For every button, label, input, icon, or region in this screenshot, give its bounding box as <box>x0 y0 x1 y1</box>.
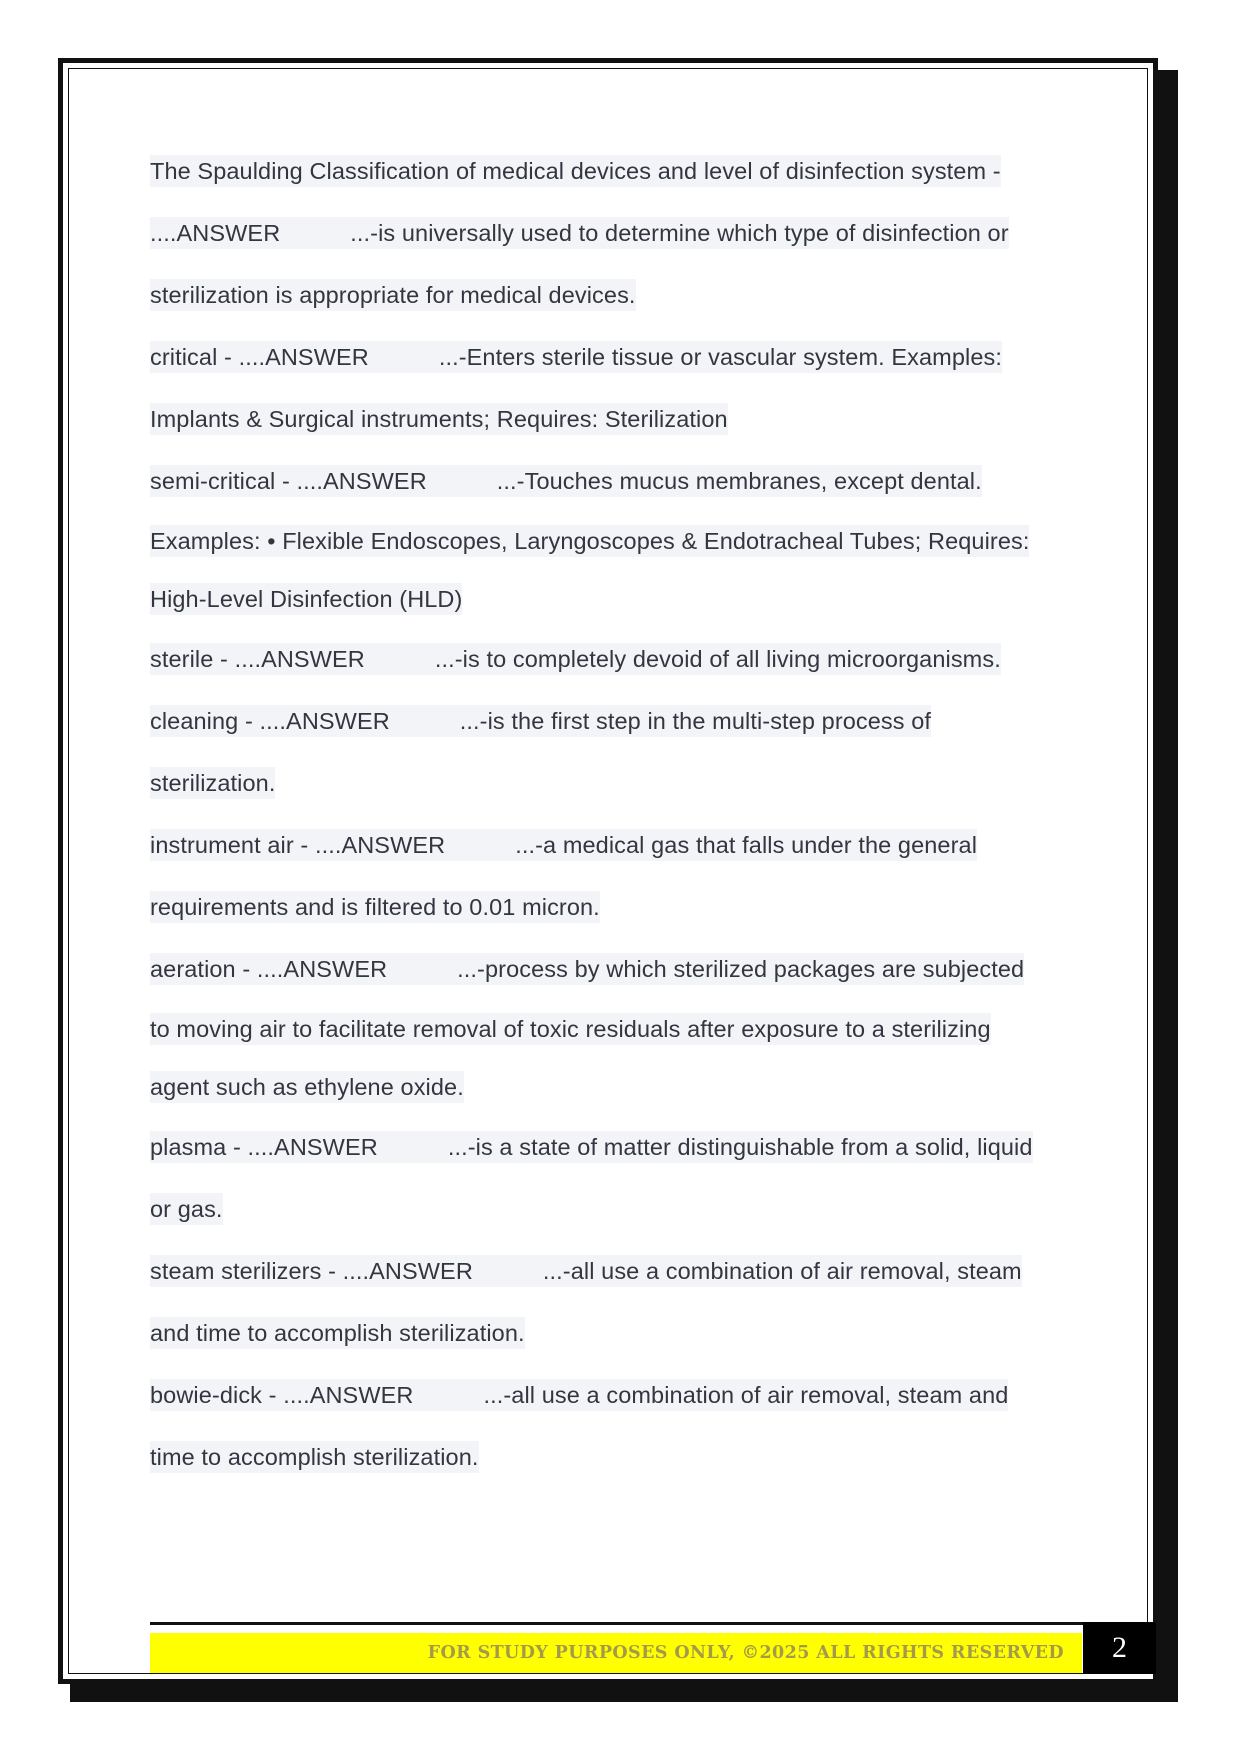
answer-text: time to accomplish sterilization. <box>150 1441 479 1473</box>
answer-text: Examples: • Flexible Endoscopes, Laryngoscopes & Endotracheal Tubes; Requires: <box>150 525 1029 557</box>
answer-text: to moving air to facilitate removal of toxic residuals after exposure to a sterilizing <box>150 1013 991 1045</box>
answer-text: and time to accomplish sterilization. <box>150 1317 525 1349</box>
answer-text: agent such as ethylene oxide. <box>150 1071 464 1103</box>
footer-rule <box>150 1622 1084 1625</box>
entry-steam-sterilizers-continuation <box>150 1302 1090 1364</box>
footer-bar <box>150 1633 1082 1673</box>
answer-text: sterilization is appropriate for medical devices. <box>150 279 636 311</box>
entry-term: semi-critical - ....ANSWER <box>150 468 427 494</box>
entry-steam-sterilizers-line <box>150 1240 1090 1302</box>
footer-notice: FOR STUDY PURPOSES ONLY, ©2025 ALL RIGHTS RESERVED <box>427 1643 1064 1663</box>
answer-text: Implants & Surgical instruments; Requires: Sterilization <box>150 403 728 435</box>
entry-semi-critical-continuation <box>150 570 1090 628</box>
answer-text: ...-process by which sterilized packages are subjected <box>457 953 1024 985</box>
answer-text: ...-all use a combination of air removal, steam <box>543 1255 1022 1287</box>
entry-term: instrument air - ....ANSWER <box>150 832 446 858</box>
answer-text: ...-Touches mucus membranes, except dental. <box>497 465 982 497</box>
answer-text: ...-is a state of matter distinguishable from a solid, liquid <box>448 1131 1033 1163</box>
answer-text: or gas. <box>150 1193 223 1225</box>
entry-critical-continuation <box>150 388 1090 450</box>
answer-text: ...-is universally used to determine which type of disinfection or <box>350 217 1008 249</box>
entry-term: steam sterilizers - ....ANSWER <box>150 1258 473 1284</box>
answer-text: High-Level Disinfection (HLD) <box>150 583 462 615</box>
entry-term: aeration - ....ANSWER <box>150 956 388 982</box>
entry-term: The Spaulding Classification of medical devices and level of disinfection system - <box>150 155 1001 187</box>
entry-bowie-dick-continuation <box>150 1426 1090 1488</box>
answer-text: ...-all use a combination of air removal, steam and <box>483 1379 1008 1411</box>
entry-aeration-continuation <box>150 1058 1090 1116</box>
page-number-box <box>1083 1622 1156 1674</box>
entry-term: plasma - ....ANSWER <box>150 1134 378 1160</box>
entry-cleaning-continuation <box>150 752 1090 814</box>
entry-term: critical - ....ANSWER <box>150 344 369 370</box>
answer-text: ...-is the first step in the multi-step process of <box>460 705 931 737</box>
entry-instrument-air-line <box>150 814 1090 876</box>
entry-cleaning-line <box>150 690 1090 752</box>
document-body <box>150 140 1090 1488</box>
entry-plasma-continuation <box>150 1178 1090 1240</box>
answer-text: ...-a medical gas that falls under the general <box>515 829 977 861</box>
entry-bowie-dick-line <box>150 1364 1090 1426</box>
entry-term: bowie-dick - ....ANSWER <box>150 1382 414 1408</box>
page-number: 2 <box>1112 1631 1127 1664</box>
answer-text: sterilization. <box>150 767 275 799</box>
entry-sterile-line <box>150 628 1090 690</box>
answer-label: ....ANSWER <box>150 220 281 246</box>
entry-spaulding-term-line <box>150 140 1090 202</box>
entry-aeration-line <box>150 938 1090 1000</box>
answer-text: ...-Enters sterile tissue or vascular system. Examples: <box>439 341 1002 373</box>
entry-spaulding-answer-line <box>150 202 1090 264</box>
entry-semi-critical-continuation <box>150 512 1090 570</box>
entry-term: sterile - ....ANSWER <box>150 646 365 672</box>
entry-spaulding-continuation <box>150 264 1090 326</box>
entry-term: cleaning - ....ANSWER <box>150 708 390 734</box>
entry-semi-critical-line <box>150 450 1090 512</box>
entry-aeration-continuation <box>150 1000 1090 1058</box>
answer-text: requirements and is filtered to 0.01 micron. <box>150 891 600 923</box>
entry-plasma-line <box>150 1116 1090 1178</box>
entry-instrument-air-continuation <box>150 876 1090 938</box>
entry-critical-line <box>150 326 1090 388</box>
answer-text: ...-is to completely devoid of all living microorganisms. <box>435 643 1001 675</box>
